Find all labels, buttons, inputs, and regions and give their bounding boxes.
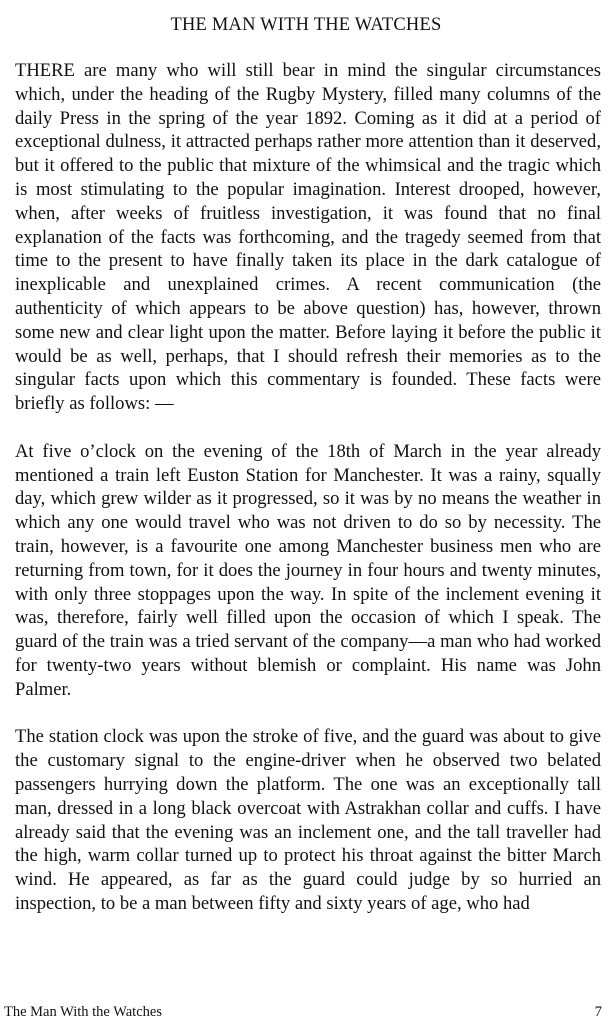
paragraph-1: THERE are many who will still bear in mind the singular circumstances which, under the heading of the Rugby Mystery, filled many columns of the daily Press in the spring of the year 1892. Coming as it did at a period of exceptional dulness, it attracted perhaps rather more attention than it deserved, but it offered to the public that mixture of the whimsical and the tragic which is most stimulating to the popular imagination. Interest drooped, however, when, after weeks of fruitless investigation, it was found that no final explanation of the facts was forthcoming, and the tragedy seemed from that time to the present to have finally taken its place in the dark catalogue of inexplicable and unexplained crimes. A recent communication (the authenticity of which appears to be above question) has, however, thrown some new and clear light upon the matter. Before laying it before the public it would be as well, perhaps, that I should refresh their memories as to the singular facts upon which this commentary is founded. These facts were briefly as follows: — bbox=[15, 60, 601, 415]
page-title: THE MAN WITH THE WATCHES bbox=[170, 15, 442, 35]
page-number: 7 bbox=[594, 1004, 602, 1020]
body-text bbox=[15, 59, 601, 939]
paragraph-2: At five o’clock on the evening of the 18th of March in the year already mentioned a train left Euston Station for Manchester. It was a rainy, squally day, which grew wilder as it progressed, so it was by no means the weather in which any one would travel who was not driven to do so by necessity. The train, however, is a favourite one among Manchester business men who are returning from town, for it does the journey in four hours and twenty minutes, with only three stoppages upon the way. In spite of the inclement evening it was, therefore, fairly well filled upon the occasion of which I speak. The guard of the train was a tried servant of the company—a man who had worked for twenty-two years without blemish or complaint. His name was John Palmer. bbox=[15, 440, 601, 700]
running-title: The Man With the Watches bbox=[4, 1004, 162, 1020]
paragraph-3: The station clock was upon the stroke of five, and the guard was about to give the customary signal to the engine-driver when he observed two belated passengers hurrying down the platform. The one was an exceptionally tall man, dressed in a long black overcoat with Astrakhan collar and cuffs. I have already said that the evening was an inclement one, and the tall traveller had the high, warm collar turned up to protect his throat against the bitter March wind. He appeared, as far as the guard could judge by so hurried an inspection, to be a man between fifty and sixty years of age, who had bbox=[15, 726, 601, 914]
